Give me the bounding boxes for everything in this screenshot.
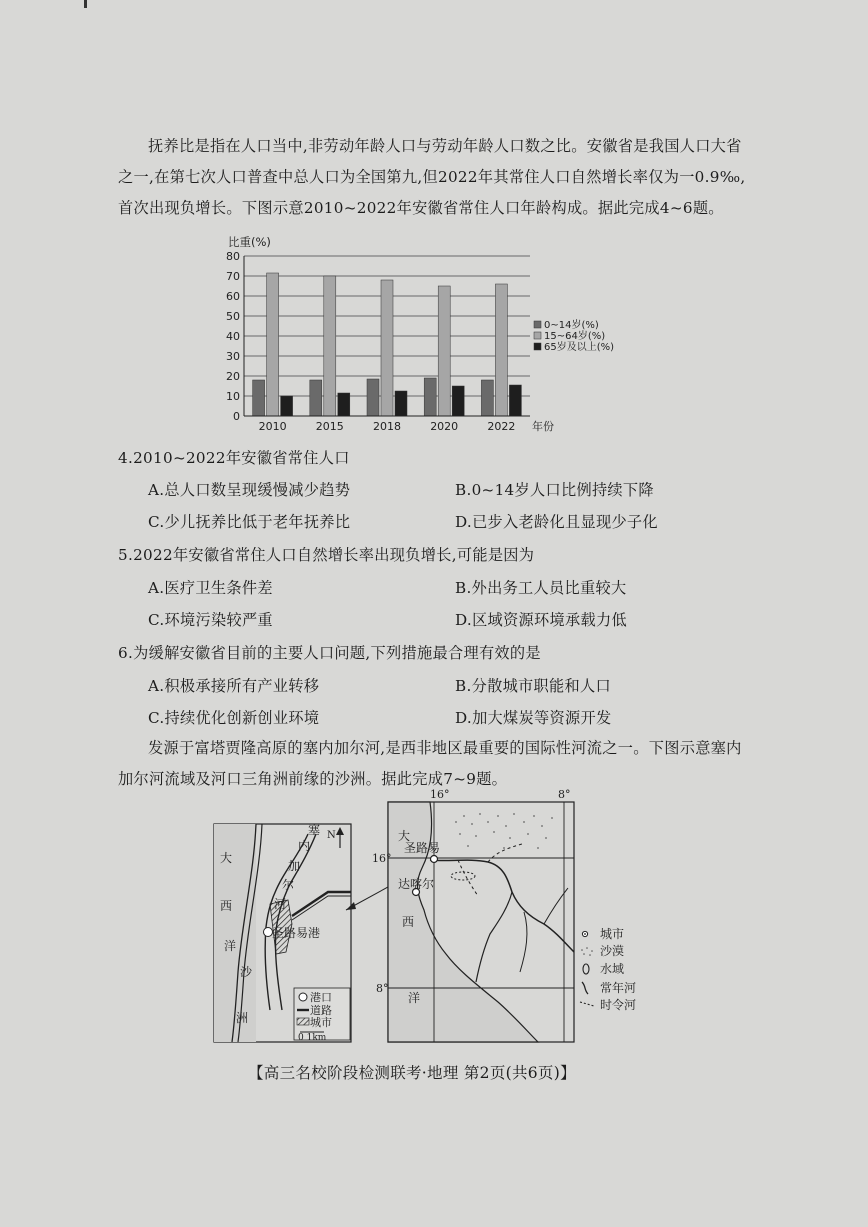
intro2-line-1: 发源于富塔贾隆高原的塞内加尔河,是西非地区最重要的国际性河流之一。下图示意塞内 <box>148 739 742 757</box>
tributary-river <box>476 892 512 982</box>
river-char-2: 内 <box>298 839 311 853</box>
legend-city-swatch <box>297 1018 309 1025</box>
intro-line-2: 之一,在第七次人口普查中总人口为全国第九,但2022年其常住人口自然增长率仅为一0.9‰, <box>118 168 746 186</box>
legend-road-label: 道路 <box>310 1004 332 1017</box>
question-5-stem: 5.2022年安徽省常住人口自然增长率出现负增长,可能是因为 <box>118 546 535 564</box>
map-svg <box>208 788 678 1050</box>
legend-label: 0~14岁(%) <box>544 320 599 331</box>
seasonal-river-2 <box>458 860 478 896</box>
bar <box>338 393 350 416</box>
legend-label: 65岁及以上(%) <box>544 342 615 353</box>
intro-line-1: 抚养比是指在人口当中,非劳动年龄人口与劳动年龄人口数之比。安徽省是我国人口大省 <box>148 137 742 155</box>
x-tick-label: 2015 <box>315 420 344 433</box>
city-label-saint-louis: 圣路易 <box>404 841 441 855</box>
legend-desert-icon <box>581 947 593 956</box>
scan-mark <box>84 0 87 8</box>
y-tick-label: 50 <box>226 310 240 323</box>
legend-seasonal-label: 时令河 <box>600 998 637 1012</box>
question-4-option-c[interactable]: C.少儿抚养比低于老年抚养比 <box>148 513 351 531</box>
y-tick-label: 20 <box>226 370 240 383</box>
left-ocean-char-2: 西 <box>220 899 233 913</box>
city-marker-saint-louis <box>431 856 438 863</box>
senegal-river <box>430 860 574 952</box>
y-tick-label: 30 <box>226 350 240 363</box>
question-5-option-c[interactable]: C.环境污染较严重 <box>148 611 273 629</box>
north-arrow <box>327 827 344 848</box>
question-6-option-d[interactable]: D.加大煤炭等资源开发 <box>455 709 612 727</box>
bar <box>381 280 393 416</box>
bar <box>509 385 521 416</box>
river-char-5: 河 <box>274 897 287 911</box>
y-tick-label: 0 <box>233 410 240 423</box>
intro-paragraph <box>118 131 778 224</box>
legend-swatch <box>534 321 541 328</box>
river-char-4: 尔 <box>282 878 295 892</box>
bar <box>395 391 407 416</box>
legend-city-label: 城市 <box>310 1016 332 1029</box>
left-ocean-char-1: 大 <box>220 851 233 865</box>
lat-label-8: 8° <box>376 982 389 995</box>
left-inset-map <box>214 823 351 1043</box>
city-label-saint-louis-port: 圣路易港 <box>272 926 321 940</box>
question-4-option-a[interactable]: A.总人口数呈现缓慢减少趋势 <box>148 481 351 499</box>
y-tick-label: 40 <box>226 330 240 343</box>
bar <box>324 276 336 416</box>
question-4-option-d[interactable]: D.已步入老龄化且显现少子化 <box>455 513 658 531</box>
question-6-option-b[interactable]: B.分散城市职能和人口 <box>455 677 611 695</box>
intro2-line-2: 加尔河流域及河口三角洲前缘的沙洲。据此完成7~9题。 <box>118 770 508 788</box>
intro-line-3: 首次出现负增长。下图示意2010~2022年安徽省常住人口年龄构成。据此完成4~6题。 <box>118 199 724 217</box>
legend-perennial-label: 常年河 <box>600 981 637 995</box>
legend-seasonal-river-icon <box>580 1002 594 1006</box>
y-tick-label: 80 <box>226 250 240 263</box>
x-tick-label: 2020 <box>430 420 459 433</box>
y-tick-label: 60 <box>226 290 240 303</box>
intro2-paragraph <box>118 733 778 795</box>
legend-swatch <box>534 332 541 339</box>
river-char-3: 加 <box>288 859 301 873</box>
desert-dots <box>455 813 553 849</box>
sandbar-char-1: 沙 <box>240 965 253 979</box>
legend-desert-label: 沙漠 <box>600 944 625 958</box>
question-6-option-c[interactable]: C.持续优化创新创业环境 <box>148 709 320 727</box>
seasonal-river-1 <box>488 844 522 862</box>
lat-label-16: 16° <box>372 852 392 865</box>
question-5-option-b[interactable]: B.外出务工人员比重较大 <box>455 579 627 597</box>
right-ocean-char-2: 西 <box>402 915 415 929</box>
bar <box>281 396 293 416</box>
y-axis-label: 比重(%) <box>228 235 271 249</box>
bar <box>267 273 279 416</box>
legend-city-label-right: 城市 <box>600 927 625 941</box>
bar <box>424 378 436 416</box>
right-ocean-char-3: 洋 <box>408 991 421 1005</box>
question-4-stem: 4.2010~2022年安徽省常住人口 <box>118 449 350 467</box>
north-label: N <box>327 830 336 841</box>
sandbar-char-2: 洲 <box>236 1011 249 1025</box>
y-tick-label: 10 <box>226 390 240 403</box>
senegal-river-map <box>208 788 678 1050</box>
x-tick-label: 2022 <box>487 420 516 433</box>
question-4-option-b[interactable]: B.0~14岁人口比例持续下降 <box>455 481 654 499</box>
y-tick-label: 70 <box>226 270 240 283</box>
x-axis-label: 年份 <box>532 420 554 433</box>
question-6-stem: 6.为缓解安徽省目前的主要人口问题,下列措施最合理有效的是 <box>118 644 541 662</box>
question-6-option-a[interactable]: A.积极承接所有产业转移 <box>148 677 320 695</box>
chart-svg <box>222 232 615 438</box>
scale-label: 0 1km <box>298 1033 327 1043</box>
legend-water-icon <box>583 964 589 974</box>
question-5-option-a[interactable]: A.医疗卫生条件差 <box>148 579 273 597</box>
age-structure-chart <box>222 232 615 438</box>
x-tick-label: 2010 <box>258 420 287 433</box>
bar <box>253 380 265 416</box>
bar <box>367 379 379 416</box>
city-label-dakar: 达喀尔 <box>398 877 435 891</box>
page-footer: 【高三名校阶段检测联考·地理 第2页(共6页)】 <box>248 1064 576 1082</box>
lake-guiers <box>451 872 475 880</box>
perennial-river-lower <box>520 912 527 972</box>
legend-label: 15~64岁(%) <box>544 331 606 342</box>
lon-label-8: 8° <box>558 788 571 801</box>
legend-swatch <box>534 343 541 350</box>
bar <box>452 386 464 416</box>
legend-perennial-river-icon <box>582 982 588 994</box>
bar <box>495 284 507 416</box>
bar <box>438 286 450 416</box>
road-line-2 <box>292 896 351 920</box>
right-main-map <box>372 788 636 1042</box>
legend-port-icon <box>299 993 307 1001</box>
legend-water-label: 水域 <box>600 962 625 976</box>
lon-label-16: 16° <box>430 788 450 801</box>
legend-port-label: 港口 <box>310 991 332 1004</box>
bar <box>481 380 493 416</box>
x-tick-label: 2018 <box>373 420 401 433</box>
left-ocean-char-3: 洋 <box>224 939 237 953</box>
question-5-option-d[interactable]: D.区域资源环境承载力低 <box>455 611 627 629</box>
bar <box>310 380 322 416</box>
river-char-1: 塞 <box>308 823 321 837</box>
right-ocean-char-1: 大 <box>398 829 411 843</box>
